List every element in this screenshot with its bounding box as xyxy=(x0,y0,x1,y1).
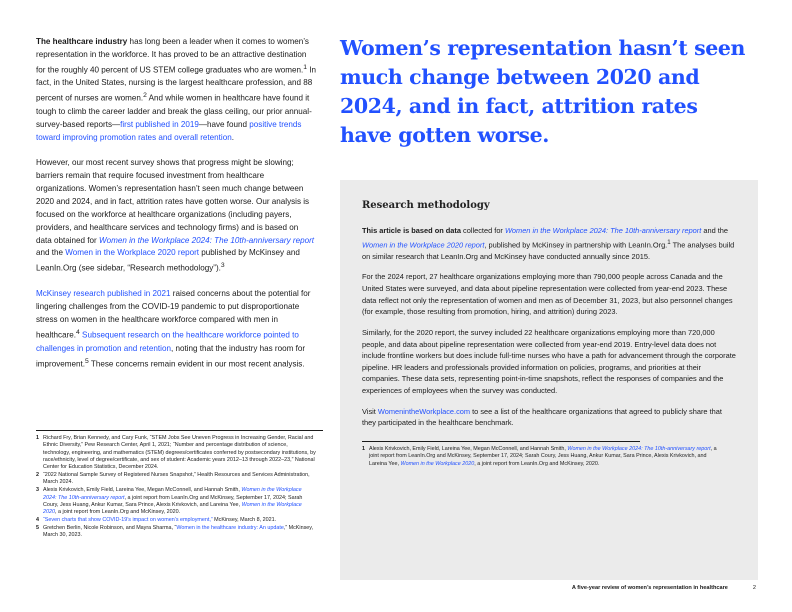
body-text: . xyxy=(231,132,234,142)
footnote-text-part: McKinsey, March 8, 2021. xyxy=(212,517,277,524)
sidebar-paragraph xyxy=(362,225,736,262)
body-text: And while women in healthcare have found it tough to climb the career ladder and break the glass ceiling, our prior annual-survey-based reports— xyxy=(36,94,312,129)
footnote-ref[interactable]: 2 xyxy=(143,92,147,100)
body-text: to see a list of the healthcare organizations that agreed to publicly share that they participated in the healthcare benchmark. xyxy=(362,406,722,428)
link-positive-trends[interactable]: positive trends toward improving promotion rates and overall retention xyxy=(36,119,302,142)
sidebar-title: Research methodology xyxy=(362,200,490,211)
footnote-link[interactable]: “Seven charts that show COVID-19’s impact on women’s employment,” xyxy=(43,517,213,524)
footnote-text-part: Gretchen Berlin, Nicole Robinson, and Mayra Sharma, “ xyxy=(43,524,177,531)
footnote-link[interactable]: Women in the Workplace 2020 xyxy=(43,501,302,516)
pull-quote: Women’s representation hasn’t seen much change between 2020 and 2024, and in fact, attrition rates have gotten worse. xyxy=(340,36,746,147)
page-footer xyxy=(572,585,756,591)
body-text: Visit xyxy=(362,406,378,416)
footnote-link[interactable]: Women in the healthcare industry: An update xyxy=(176,524,284,531)
body-text: —have found xyxy=(198,119,250,129)
main-column xyxy=(36,36,316,384)
link-mckinsey-2021[interactable]: McKinsey research published in 2021 xyxy=(36,289,171,299)
footnote-text-part: Alexis Krivkovich, Emily Field, Lareina Yee, Megan McConnell, and Hannah Smith, xyxy=(369,445,568,452)
progress-paragraph xyxy=(36,157,316,276)
link-womenintheworkplace[interactable]: WomenintheWorkplace.com xyxy=(377,406,471,416)
footnote-ref[interactable]: 4 xyxy=(76,329,80,337)
footnote-link[interactable]: Women in the Workplace 2024: The 10th-anniversary report xyxy=(43,487,302,501)
footnote-text xyxy=(43,525,316,540)
body-text: These concerns remain evident in our most recent analysis. xyxy=(88,359,305,369)
footnote-text xyxy=(369,446,722,468)
covid-paragraph xyxy=(36,288,316,371)
footnote-text xyxy=(43,517,316,524)
footnote-text-part: , a joint report from LeanIn.Org and McKinsey, September 17, 2024; Sarah Coury, Jess Huang, Ankur Kumar, Sara Prince, Alexis Krivkovich, and Lareina Yee, xyxy=(369,445,717,467)
footnote xyxy=(36,525,316,540)
body-text: collected for xyxy=(460,226,505,235)
footnote-link[interactable]: Women in the Workplace 2020 xyxy=(400,460,475,467)
footnote-text-part: ,” McKinsey, March 30, 2023. xyxy=(43,524,314,539)
sidebar-footnote xyxy=(362,446,722,468)
body-text: raised concerns about the potential for lingering challenges from the COVID-19 pandemic to put disproportionate stress on women in the healthcare workforce compared with men in healthcare. xyxy=(36,289,311,340)
body-text: In fact, in the United States, nursing is the largest healthcare profession, and 88 percent of nurses are women. xyxy=(36,65,317,103)
page-number: 2 xyxy=(752,585,756,591)
methodology-sidebar xyxy=(340,180,758,580)
footnote xyxy=(36,472,316,487)
footnote-text-part: , a joint report from LeanIn.Org and McKinsey, 2020. xyxy=(55,509,181,516)
footnote-text: “2022 National Sample Survey of Registered Nurses Snapshot,” Health Resources and Services Administration, March 2024. xyxy=(43,472,310,486)
intro-paragraph xyxy=(36,36,316,145)
footnote-number: 5 xyxy=(36,524,39,531)
footnote-divider xyxy=(36,430,323,431)
footnote-number: 2 xyxy=(36,472,39,479)
footnote-ref[interactable]: 3 xyxy=(220,262,225,270)
body-text: published by McKinsey and LeanIn.Org (see sidebar, “Research methodology”). xyxy=(36,248,300,274)
sidebar-body xyxy=(362,225,736,429)
body-text: However, our most recent survey shows that progress might be slowing; barriers remain that require focused investment from healthcare organizations. Women’s representation hasn’t seen much change between 2020 and 2024, and in fact, attrition rates have gotten worse. Our analysis is focused on the workforce at healthcare organizations (including payers, providers, and healthcare services and technology firms) and is based on data obtained for xyxy=(36,158,310,245)
footnote-number: 1 xyxy=(36,435,39,441)
footnote-ref[interactable]: 5 xyxy=(85,357,89,365)
body-text: and the xyxy=(701,226,729,235)
link-wiw-2024-report[interactable]: Women in the Workplace 2024: The 10th-anniversary report xyxy=(99,235,315,245)
footnote xyxy=(36,487,316,516)
body-text: and the xyxy=(36,248,66,258)
sidebar-paragraph: For the 2024 report, 27 healthcare organizations employing more than 790,000 people across Canada and the United States were surveyed, and data about pipeline representation were collected from year-end 2023. These data reflect not only the representation of women and men as of December 31, 2023, but also personnel changes (for example, those resulting from promotion, hiring, and attrition) during 2023. xyxy=(362,272,733,317)
footnote-text-part: , a joint report from LeanIn.Org and McKinsey, 2020. xyxy=(474,460,600,467)
footnote-text-part: , a joint report from LeanIn.Org and McKinsey, September 17, 2024; Sarah Coury, Jess Huang, Ankur Kumar, Sara Prince, Alexis Krivkovich, and Lareina Yee, xyxy=(43,494,303,508)
footnote xyxy=(36,517,316,524)
body-text: has long been a leader when it comes to women’s representation in the workforce. It has proved to be an attractive destination for the roughly 40 percent of US STEM college graduates who are women. xyxy=(36,37,309,75)
footnote-text xyxy=(43,487,316,516)
footer-title: A five-year review of women’s representation in healthcare xyxy=(571,585,728,591)
body-text: , noting that the industry has room for improvement. xyxy=(36,343,306,369)
sidebar-footnote-divider xyxy=(362,441,640,442)
body-text: , published by McKinsey in partnership with LeanIn.Org. xyxy=(484,240,668,250)
footnote-text: Richard Fry, Brian Kennedy, and Cary Funk, “STEM Jobs See Uneven Progress in Increasing Gender, Racial and Ethnic Diversity,” Pew Research Center, April 1, 2021; “Number and percentage distribution of science, technology, engineering, and mathematics (STEM) degrees/certificates conferred by postsecondary institutions, by race/ethnicity, level of degree/certificate, and sex of student: Academic years 2012–13 through 2022–23,” National Center for Education Statistics, December 2024. xyxy=(43,435,316,471)
link-wiw-2020-report[interactable]: Women in the Workplace 2020 report xyxy=(362,240,485,250)
link-subsequent-research[interactable]: Subsequent research on the healthcare workforce pointed to challenges in promotion and retention xyxy=(36,330,299,353)
lead-in: The healthcare industry xyxy=(36,37,128,46)
footnote-ref[interactable]: 1 xyxy=(667,238,671,246)
link-first-published-2019[interactable]: first published in 2019 xyxy=(120,119,199,129)
link-wiw-2024-report[interactable]: Women in the Workplace 2024: The 10th-anniversary report xyxy=(504,226,702,235)
footnote-number: 1 xyxy=(362,445,365,452)
footnote xyxy=(36,435,316,471)
footnote-ref[interactable]: 1 xyxy=(303,63,308,71)
footnote-number: 3 xyxy=(36,487,39,494)
footnote-link[interactable]: Women in the Workplace 2024: The 10th-anniversary report xyxy=(567,445,711,452)
link-wiw-2020-report[interactable]: Women in the Workplace 2020 report xyxy=(65,248,200,258)
footnotes xyxy=(36,435,316,540)
footnote-text-part: Alexis Krivkovich, Emily Field, Lareina Yee, Megan McConnell, and Hannah Smith, xyxy=(43,487,242,494)
sidebar-paragraph: Similarly, for the 2020 report, the survey included 22 healthcare organizations employing more than 720,000 people, and data about pipeline representation were collected from year-end 2019. Entry-level data does not include frontline workers but does include full-time nurses who have a path for advancement through the corporate pipeline. HR leaders and professionals provided information on policies, programs, and priorities at their companies. These data sets, representing point-in-time snapshots, reflect the responses of companies and the experiences of employees when the survey was conducted. xyxy=(362,328,736,395)
body-text: The analyses build on similar research that LeanIn.Org and McKinsey have conducted annually since 2015. xyxy=(362,240,735,261)
footnote-number: 4 xyxy=(36,517,39,524)
lead-in: This article is based on data xyxy=(362,226,461,235)
sidebar-paragraph xyxy=(362,406,736,429)
